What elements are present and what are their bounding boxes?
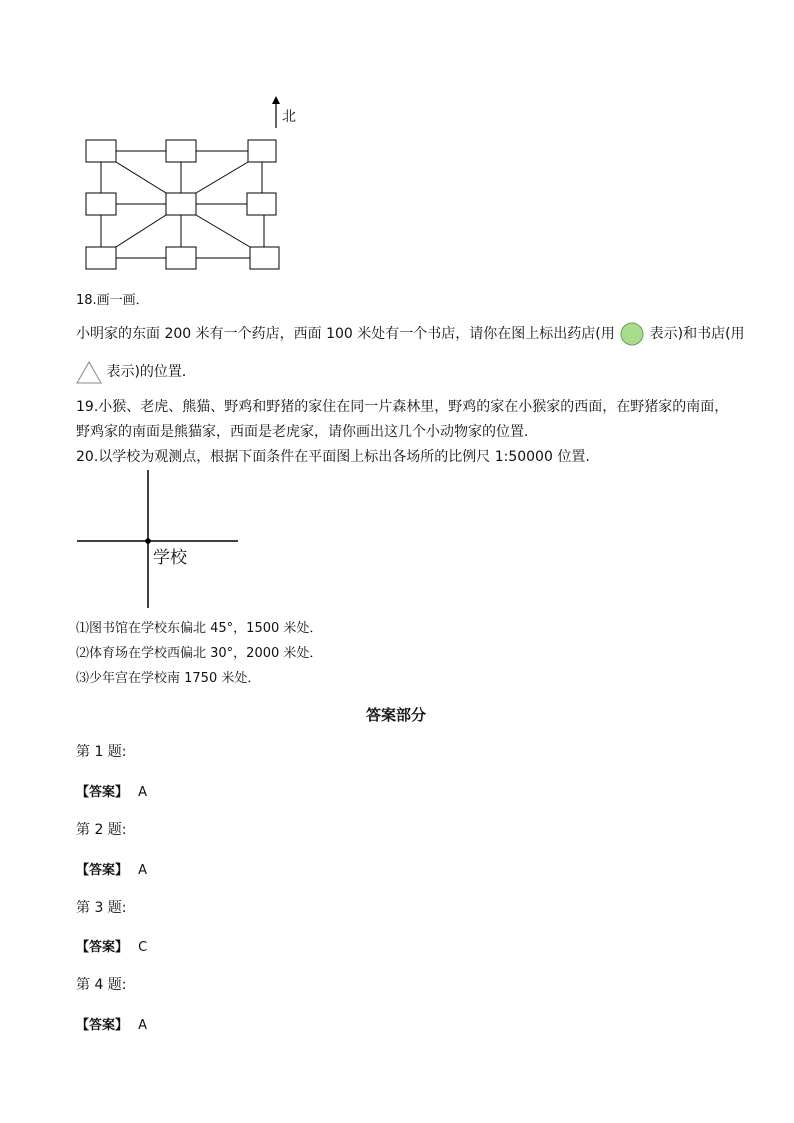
q18-line1-b: 表示)和书店(用 <box>649 326 745 342</box>
north-label: 北 <box>282 109 296 125</box>
q18-line1-a: 小明家的东面 200 米有一个药店，西面 100 米处有一个书店，请你在图上标出药店(用 <box>76 326 615 342</box>
q20-item-3: ⑶少年宫在学校南 1750 米处． <box>76 671 261 686</box>
q20-line1: 20.以学校为观测点，根据下面条件在平面图上标出各场所的比例尺 1:50000 位置. <box>76 449 590 465</box>
answer-2-label: 【答案】 <box>76 863 129 878</box>
answer-4-label: 【答案】 <box>76 1018 129 1033</box>
q18-line2 <box>76 360 196 384</box>
q18-heading: 18.画一画． <box>76 293 149 308</box>
q20-item-1: ⑴图书馆在学校东偏北 45°，1500 米处． <box>76 621 323 636</box>
grid-diagram <box>0 0 794 300</box>
answer-1 <box>76 781 147 800</box>
answer-3-value: C <box>138 940 148 955</box>
north-arrow-head <box>272 96 280 104</box>
answer-4 <box>76 1014 147 1033</box>
answer-3 <box>76 936 147 955</box>
answer-1-value: A <box>138 785 148 800</box>
answer-3-label: 【答案】 <box>76 940 129 955</box>
grid-boxes <box>86 140 279 269</box>
school-point <box>145 538 151 544</box>
answer-4-question: 第 4 题: <box>76 977 127 993</box>
school-label: 学校 <box>153 548 187 568</box>
answer-1-label: 【答案】 <box>76 785 129 800</box>
q18-line1 <box>76 322 745 346</box>
answer-2-question: 第 2 题: <box>76 822 127 838</box>
answer-3-question: 第 3 题: <box>76 900 127 916</box>
answers-section-title: 答案部分 <box>366 706 427 724</box>
q19-line1: 19.小猴、老虎、熊猫、野鸡和野猪的家住在同一片森林里，野鸡的家在小猴家的西面，在野猪家的南面， <box>76 399 729 415</box>
answer-4-value: A <box>138 1018 148 1033</box>
q18-line2-text: 表示)的位置． <box>106 364 196 380</box>
answer-2-value: A <box>138 863 148 878</box>
answer-1-question: 第 1 题: <box>76 744 127 760</box>
triangle-symbol <box>76 360 102 384</box>
answer-2 <box>76 859 147 878</box>
q20-item-2: ⑵体育场在学校西偏北 30°，2000 米处． <box>76 646 323 661</box>
green-circle-symbol <box>620 322 644 346</box>
q19-line2: 野鸡家的南面是熊猫家，西面是老虎家，请你画出这几个小动物家的位置． <box>76 424 538 440</box>
